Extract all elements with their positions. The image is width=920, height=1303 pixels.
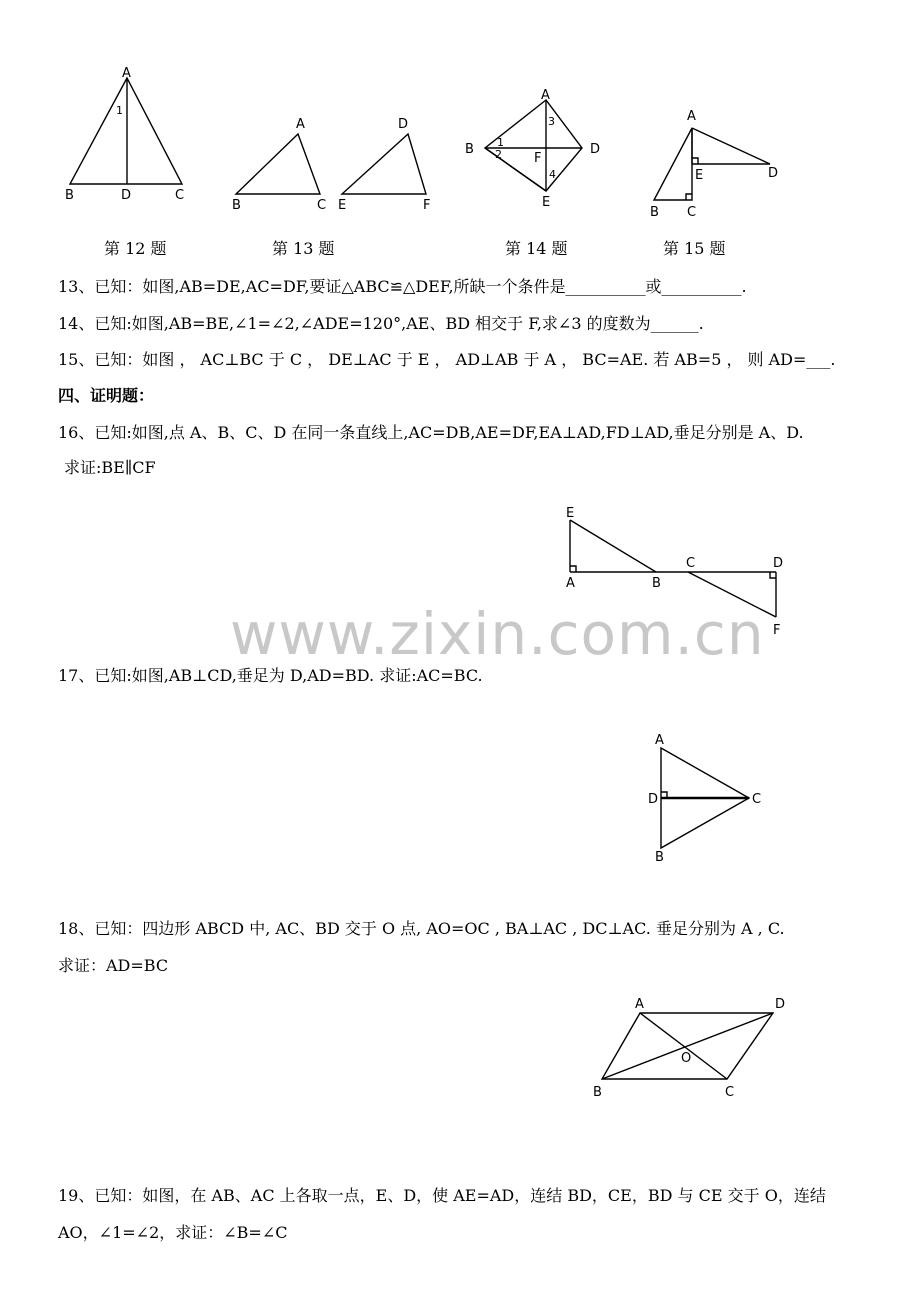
fig15-label-d: D — [768, 166, 779, 181]
fig14-label-a: A — [541, 88, 550, 103]
fig12-label-d: D — [121, 188, 132, 203]
fig12-label-c: C — [175, 188, 185, 203]
figure-15 — [640, 106, 790, 226]
figure-13 — [228, 110, 448, 220]
fig13-label-b: B — [232, 198, 241, 213]
figure-12 — [55, 62, 205, 212]
fig13-label-a: A — [296, 117, 305, 132]
fig16-label-b: B — [652, 576, 661, 591]
question-19-line2: AO，∠1=∠2，求证：∠B=∠C — [58, 1223, 288, 1242]
fig14-label-1: 1 — [497, 136, 504, 149]
fig13-label-c: C — [317, 198, 327, 213]
question-16-line1: 16、已知:如图,点 A、B、C、D 在同一条直线上,AC=DB,AE=DF,EA⊥AD,FD⊥AD,垂足分别是 A、D. — [58, 423, 804, 442]
fig14-label-e: E — [542, 195, 551, 210]
fig15-label-c: C — [687, 205, 697, 220]
fig14-label-4: 4 — [549, 168, 556, 181]
fig18-label-b: B — [593, 1085, 602, 1100]
fig17-label-a: A — [655, 733, 664, 748]
question-16-line2: 求证:BE∥CF — [64, 458, 156, 477]
figure-18 — [585, 990, 800, 1105]
fig13-label-f: F — [423, 198, 431, 213]
question-19-line1: 19、已知：如图，在 AB、AC 上各取一点，E、D，使 AE=AD，连结 BD，CE，BD 与 CE 交于 O，连结 — [58, 1186, 826, 1205]
figure-16 — [560, 505, 790, 640]
fig16-label-c: C — [686, 556, 696, 571]
question-18-line1: 18、已知：四边形 ABCD 中, AC、BD 交于 O 点, AO=OC , BA⊥AC , DC⊥AC. 垂足分别为 A , C. — [58, 919, 785, 938]
caption-fig12: 第 12 题 — [104, 239, 167, 258]
fig13-label-d: D — [398, 117, 409, 132]
fig15-label-e: E — [695, 168, 704, 183]
caption-fig14: 第 14 题 — [505, 239, 568, 258]
fig14-label-3: 3 — [548, 115, 555, 128]
fig18-label-o: O — [681, 1051, 692, 1066]
question-13: 13、已知：如图,AB=DE,AC=DF,要证△ABC≌△DEF,所缺一个条件是__________或__________. — [58, 277, 747, 296]
fig14-label-2: 2 — [495, 148, 502, 161]
figure-17 — [645, 730, 775, 865]
fig14-label-f: F — [534, 151, 542, 166]
watermark: www.zixin.com.cn — [230, 600, 765, 668]
fig15-label-b: B — [650, 205, 659, 220]
fig13-label-e: E — [338, 198, 347, 213]
fig18-label-a: A — [635, 997, 644, 1012]
fig18-label-d: D — [775, 997, 786, 1012]
fig15-label-a: A — [687, 109, 696, 124]
fig17-label-b: B — [655, 850, 664, 865]
fig12-label-1: 1 — [116, 104, 123, 117]
fig12-label-a: A — [122, 66, 131, 81]
fig17-label-c: C — [752, 792, 762, 807]
fig16-label-d: D — [773, 556, 784, 571]
fig16-label-a: A — [566, 576, 575, 591]
fig17-label-d: D — [648, 792, 659, 807]
section-heading-proofs: 四、证明题： — [58, 386, 155, 405]
fig16-label-e: E — [566, 506, 575, 521]
caption-fig15: 第 15 题 — [663, 239, 726, 258]
question-14: 14、已知:如图,AB=BE,∠1=∠2,∠ADE=120°,AE、BD 相交于 F,求∠3 的度数为______. — [58, 314, 704, 333]
fig16-label-f: F — [773, 623, 781, 638]
fig18-label-c: C — [725, 1085, 735, 1100]
figure-14 — [460, 86, 610, 216]
question-15: 15、已知：如图 ， AC⊥BC 于 C ， DE⊥AC 于 E ， AD⊥AB 于 A ， BC=AE. 若 AB=5 ， 则 AD=___. — [58, 350, 836, 369]
fig14-label-d: D — [590, 142, 601, 157]
fig14-label-b: B — [465, 142, 474, 157]
question-18-line2: 求证：AD=BC — [58, 956, 169, 975]
fig12-label-b: B — [65, 188, 74, 203]
caption-fig13: 第 13 题 — [272, 239, 335, 258]
question-17: 17、已知:如图,AB⊥CD,垂足为 D,AD=BD. 求证:AC=BC. — [58, 666, 483, 685]
